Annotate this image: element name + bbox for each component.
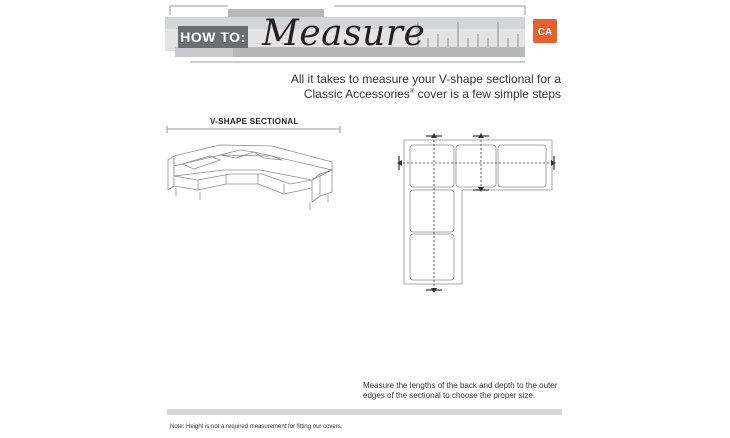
- intro-line-1: All it takes to measure your V-shape sectional for a: [290, 72, 561, 86]
- sectional-label: V-SHAPE SECTIONAL: [210, 117, 299, 126]
- label-bracket: [166, 125, 342, 135]
- brand-logo: [533, 19, 557, 43]
- instruction-line-2: edges of the sectional to choose the proper size.: [363, 391, 536, 400]
- how-to-label: HOW TO:: [178, 26, 248, 48]
- intro-line-2: [304, 87, 561, 101]
- intro-rest: cover is a few simple steps: [414, 87, 561, 101]
- top-view-measurement-diagram: [396, 130, 558, 298]
- instruction-line-1: Measure the lengths of the back and depth to the outer: [363, 381, 558, 390]
- page-title: Measure: [262, 13, 426, 54]
- registered-mark: ®: [409, 89, 415, 95]
- v-shape-sofa-illustration: [162, 136, 342, 216]
- intro-brand: Classic Accessories: [303, 87, 410, 101]
- footnote: Note: Height is not a required measurement for fitting our covers.: [170, 424, 343, 430]
- divider-bar: [167, 409, 562, 415]
- logo-letters: CA: [537, 27, 553, 38]
